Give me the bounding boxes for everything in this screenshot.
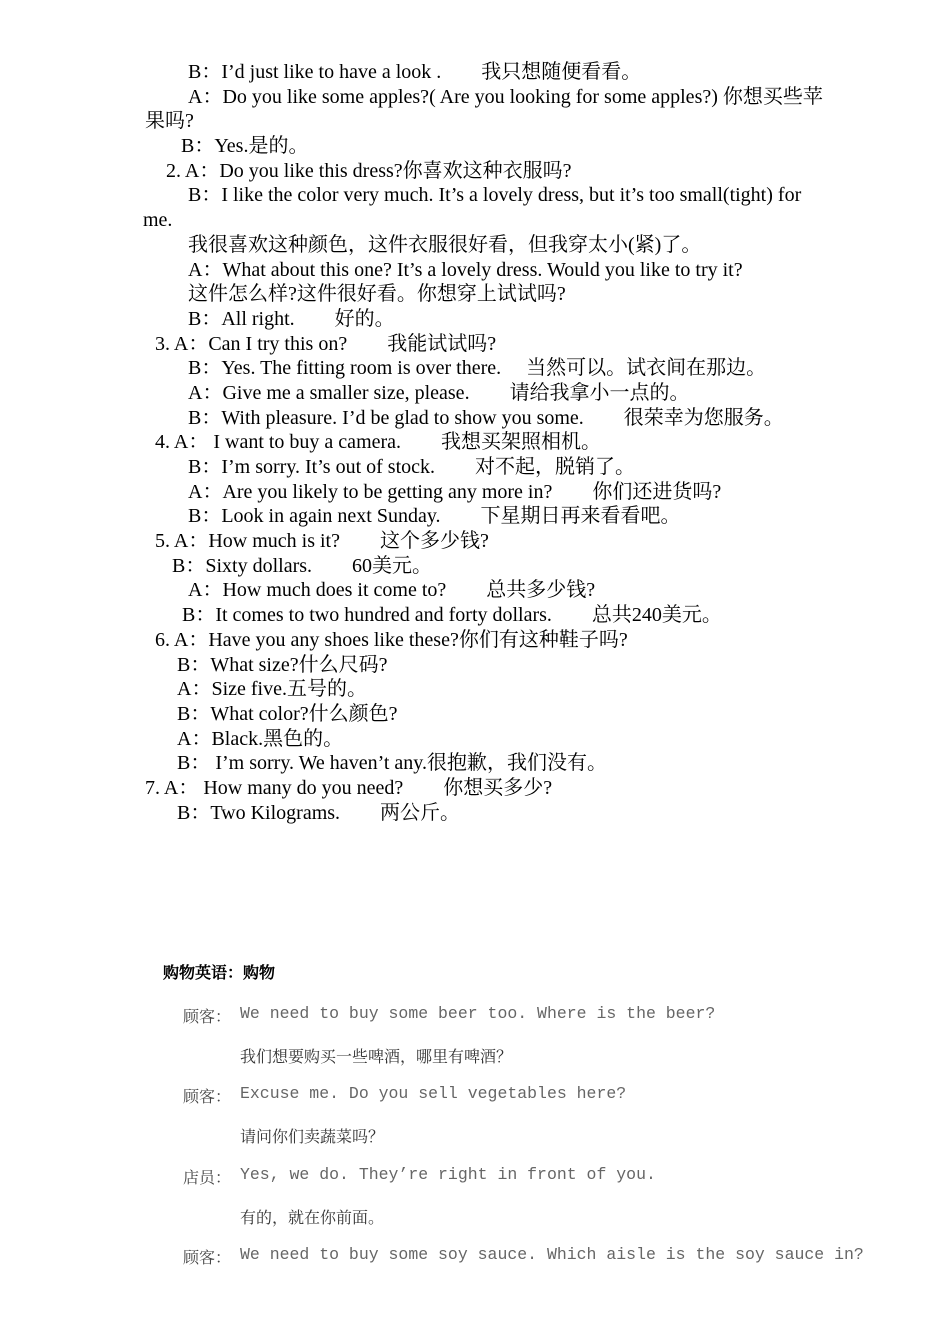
dialogue-line: B：Sixty dollars. 60美元。 <box>172 554 433 577</box>
chinese-line: 我们想要购买一些啤酒，哪里有啤酒？ <box>240 1047 513 1066</box>
dialogue-line: me. <box>143 209 173 232</box>
dialogue-line: A：Size five.五号的。 <box>177 678 367 701</box>
speaker-label: 顾客： <box>183 1087 232 1106</box>
chinese-line: 有的，就在你前面。 <box>240 1208 385 1227</box>
dialogue-line: A：Are you likely to be getting any more in? 你们还进货吗? <box>188 480 722 503</box>
dialogue-line: B：What color?什么颜色? <box>177 702 398 725</box>
speaker-label: 顾客： <box>183 1007 232 1026</box>
dialogue-line: A：Give me a smaller size, please. 请给我拿小一点的。 <box>188 381 690 404</box>
dialogue-line: A：Do you like some apples?( Are you looking for some apples?) 你想买些苹 <box>188 85 823 108</box>
english-line: Yes, we do. They’re right in front of you. <box>240 1165 656 1184</box>
dialogue-line: A：What about this one? It’s a lovely dress. Would you like to try it? <box>188 258 743 281</box>
dialogue-line: 5. A：How much is it? 这个多少钱? <box>155 530 489 553</box>
dialogue-line: 2. A：Do you like this dress?你喜欢这种衣服吗? <box>166 159 572 182</box>
section-title: 购物英语：购物 <box>163 963 276 982</box>
chinese-line: 请问你们卖蔬菜吗？ <box>240 1127 385 1146</box>
dialogue-line: B：It comes to two hundred and forty dollars. 总共240美元。 <box>182 604 722 627</box>
dialogue-line: B：Look in again next Sunday. 下星期日再来看看吧。 <box>188 505 681 528</box>
dialogue-line: 7. A： How many do you need? 你想买多少? <box>145 776 553 799</box>
english-line: We need to buy some soy sauce. Which aisle is the soy sauce in? <box>240 1245 864 1264</box>
dialogue-line: A：Black.黑色的。 <box>177 727 344 750</box>
dialogue-section <box>0 60 950 825</box>
dialogue-line: 3. A：Can I try this on? 我能试试吗? <box>155 332 497 355</box>
dialogue-line: B：I’m sorry. It’s out of stock. 对不起，脱销了。 <box>188 456 636 478</box>
dialogue-line: B：I like the color very much. It’s a lovely dress, but it’s too small(tight) for <box>188 184 802 207</box>
speaker-label: 店员： <box>183 1168 232 1187</box>
dialogue-line: B：All right. 好的。 <box>188 307 395 330</box>
dialogue-line: B：With pleasure. I’d be glad to show you some. 很荣幸为您服务。 <box>188 406 784 429</box>
dialogue-line: B：What size?什么尺码? <box>177 653 388 676</box>
dialogue-line: 果吗? <box>145 110 194 133</box>
dialogue-line: B： I’m sorry. We haven’t any.很抱歉，我们没有。 <box>177 752 607 775</box>
dialogue-line: B：Yes.是的。 <box>181 135 309 158</box>
english-line: We need to buy some beer too. Where is the beer? <box>240 1004 716 1023</box>
dialogue-line: 我很喜欢这种颜色，这件衣服很好看，但我穿太小(紧)了。 <box>188 233 702 256</box>
dialogue-line: B：Two Kilograms. 两公斤。 <box>177 801 461 824</box>
dialogue-line: A：How much does it come to? 总共多少钱? <box>188 579 596 602</box>
english-line: Excuse me. Do you sell vegetables here? <box>240 1084 627 1103</box>
dialogue-line: 这件怎么样?这件很好看。你想穿上试试吗? <box>188 283 566 306</box>
dialogue-line: 4. A： I want to buy a camera. 我想买架照相机。 <box>155 431 602 454</box>
speaker-label: 顾客： <box>183 1248 232 1267</box>
dialogue-line: B：Yes. The fitting room is over there. 当然可以。试衣间在那边。 <box>188 357 767 380</box>
dialogue-line: 6. A：Have you any shoes like these?你们有这种鞋子吗? <box>155 628 628 651</box>
dialogue-line: B：I’d just like to have a look . 我只想随便看看。 <box>188 61 642 83</box>
